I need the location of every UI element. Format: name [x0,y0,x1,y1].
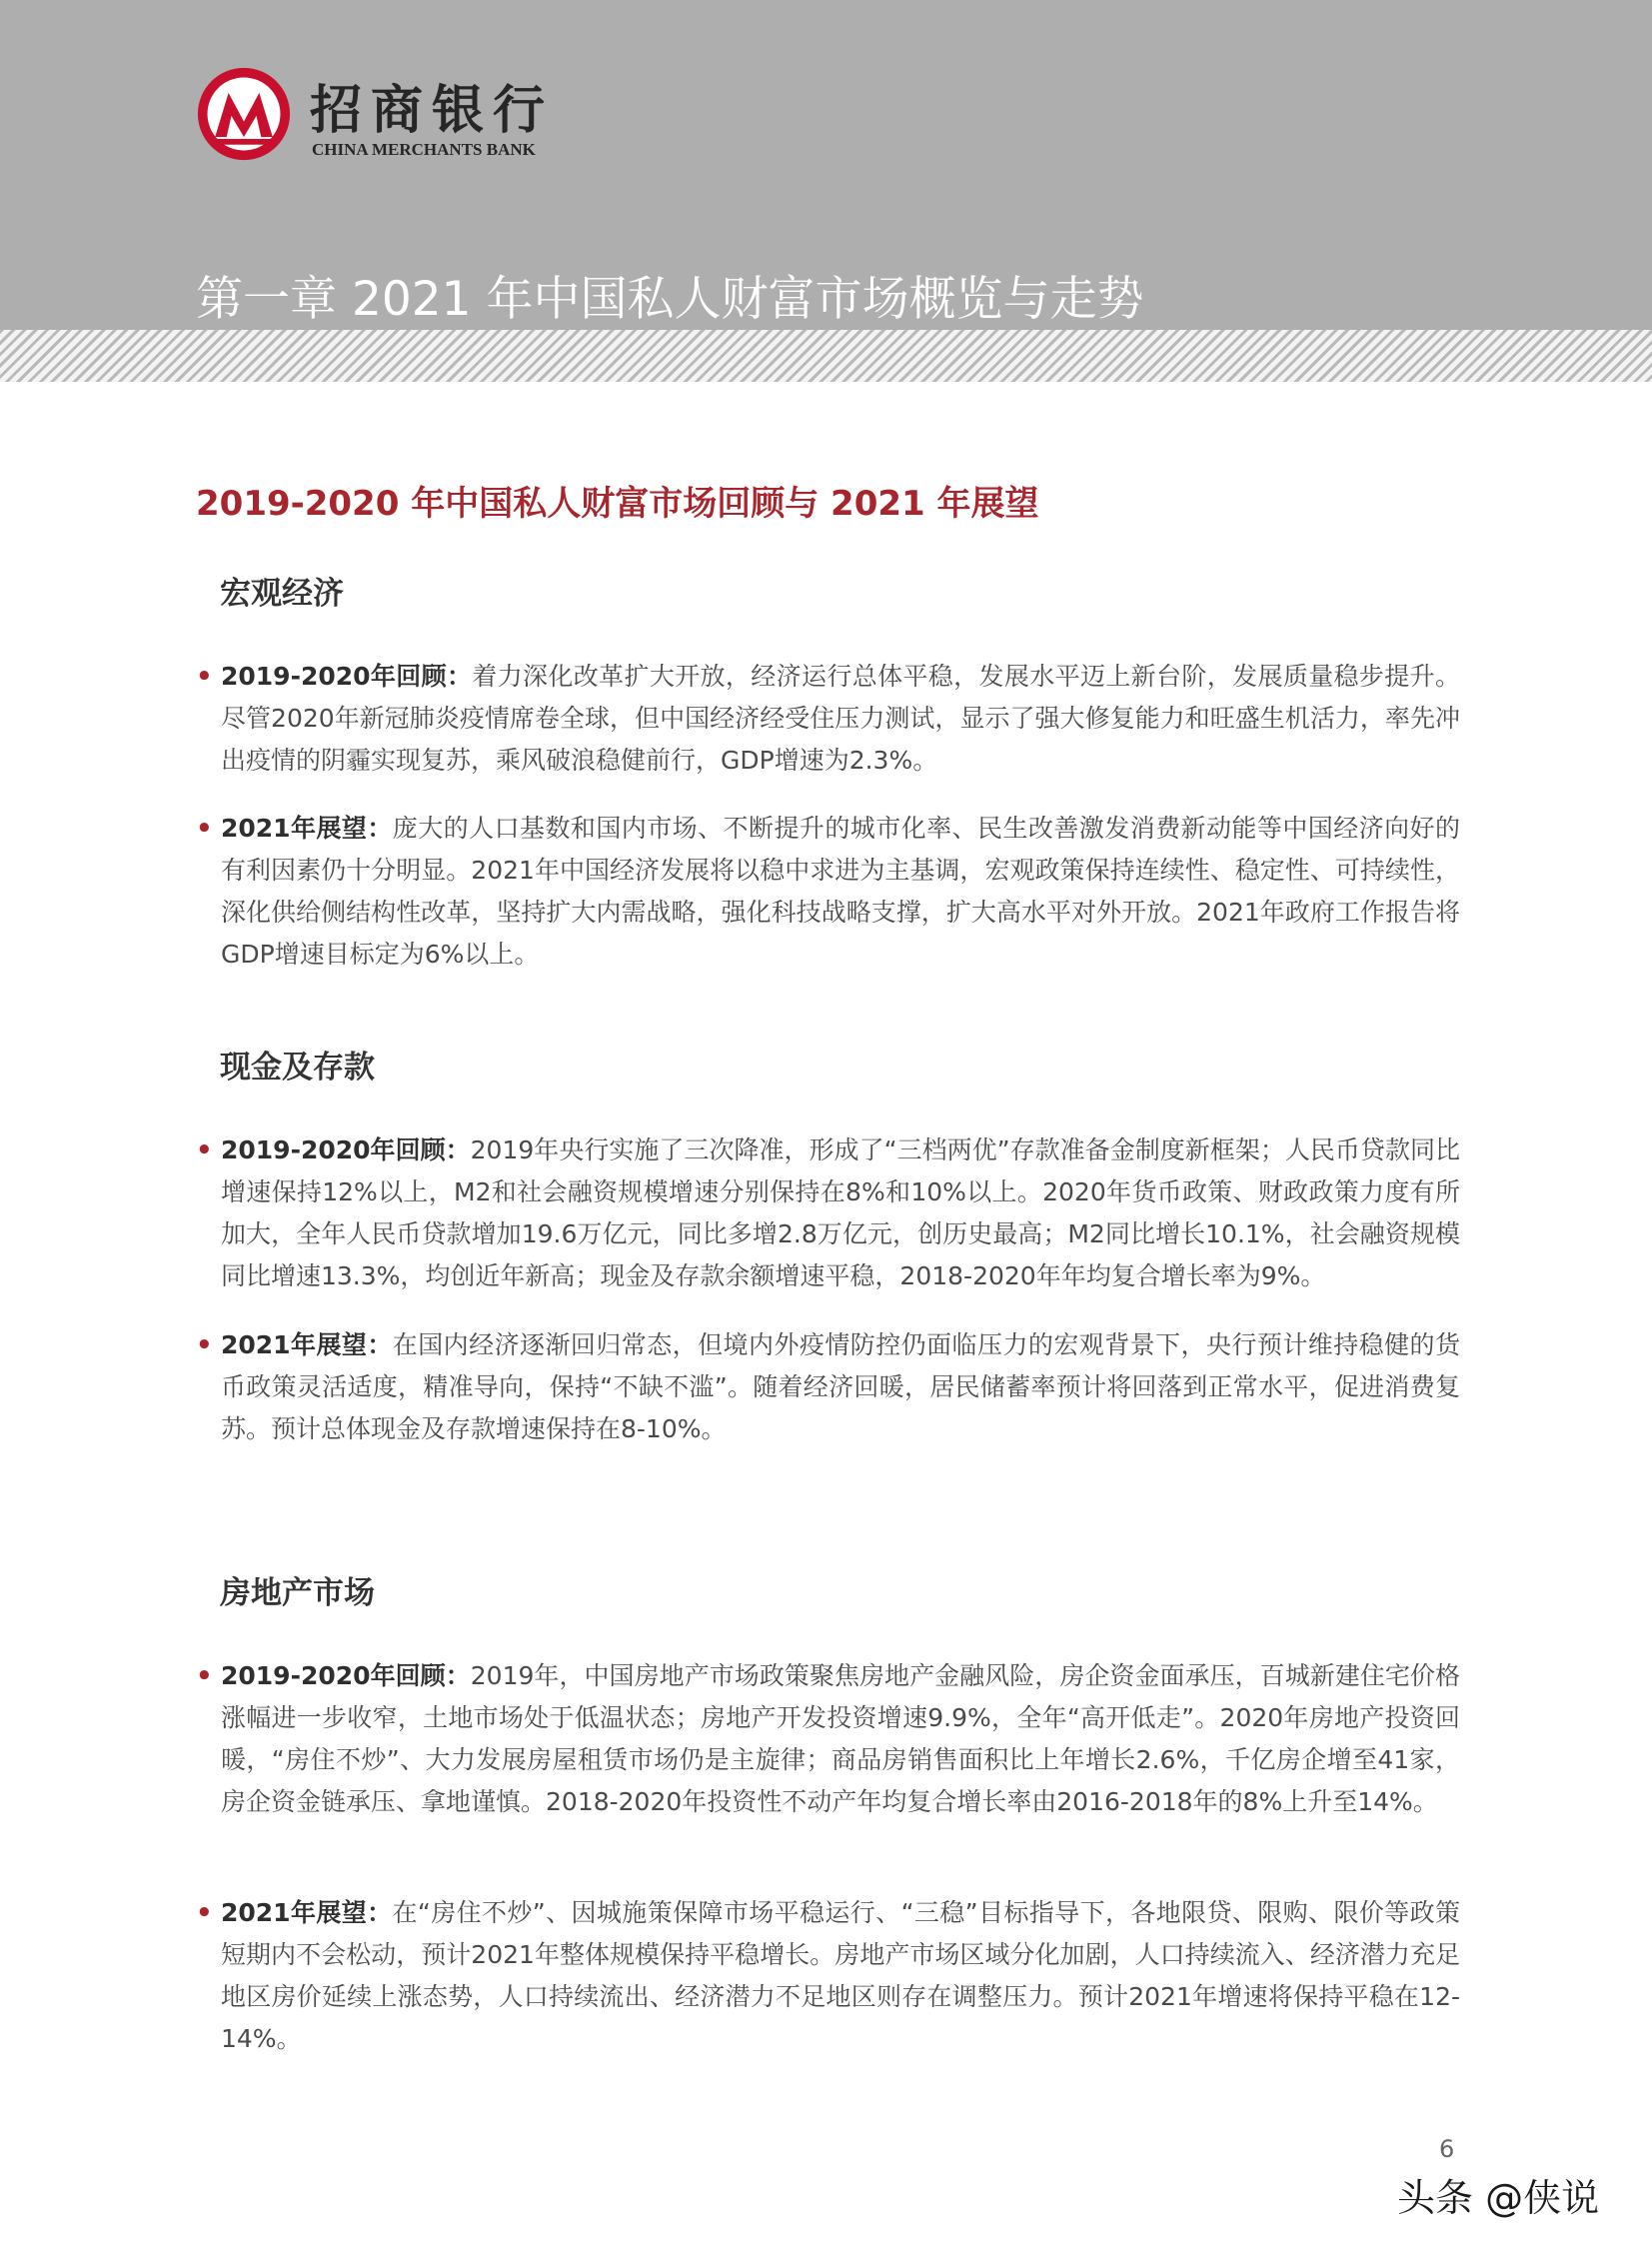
bullet-text [221,656,1460,782]
bullet-lead: 2021年展望： [221,1898,393,1927]
bullet-dot: • [196,662,213,692]
bullet-dot: • [196,1898,213,1928]
subsection-heading-cash: 现金及存款 [220,1050,375,1086]
logo-english-name: CHINA MERCHANTS BANK [312,140,536,159]
list-item [196,1129,1460,1297]
list-item [196,808,1460,976]
bullet-text [221,1892,1460,2060]
bullet-body: 庞大的人口基数和国内市场、不断提升的城市化率、民生改善激发消费新动能等中国经济向好的有利因素仍十分明显。2021年中国经济发展将以稳中求进为主基调，宏观政策保持连续性、稳定性、可持续性，深化供给侧结构性改革，坚持扩大内需战略，强化科技战略支撑，扩大高水平对外开放。2021年政府工作报告将GDP增速目标定为6%以上。 [221,814,1460,969]
section-title: 2019-2020 年中国私人财富市场回顾与 2021 年展望 [196,484,1039,524]
chapter-title: 第一章 2021 年中国私人财富市场概览与走势 [196,272,1144,327]
logo-chinese-name: 招商银行 [310,80,555,141]
bullet-text [221,1129,1460,1297]
list-item [196,1655,1460,1823]
bullet-body: 在国内经济逐渐回归常态，但境内外疫情防控仍面临压力的宏观背景下，央行预计维持稳健的货币政策灵活适度，精准导向，保持“不缺不滥”。随着经济回暖，居民储蓄率预计将回落到正常水平，促进消费复苏。预计总体现金及存款增速保持在8-10%。 [221,1330,1460,1443]
bullet-text [221,1655,1460,1823]
list-item [196,1324,1460,1450]
bullet-dot: • [196,1330,213,1360]
bullet-body: 2019年，中国房地产市场政策聚焦房地产金融风险，房企资金面承压，百城新建住宅价格涨幅进一步收窄，土地市场处于低温状态；房地产开发投资增速9.9%，全年“高开低走”。2020年房地产投资回暖，“房住不炒”、大力发展房屋租赁市场仍是主旋律；商品房销售面积比上年增长2.6%，千亿房企增至41家，房企资金链承压、拿地谨慎。2018-2020年投资性不动产年均复合增长率由2016-2018年的8%上升至14%。 [221,1661,1460,1816]
header-hatch-band [0,330,1652,382]
subsection-heading-real-estate: 房地产市场 [220,1575,375,1611]
bullet-body: 着力深化改革扩大开放，经济运行总体平稳，发展水平迈上新台阶，发展质量稳步提升。尽管2020年新冠肺炎疫情席卷全球，但中国经济经受住压力测试，显示了强大修复能力和旺盛生机活力，率先冲出疫情的阴霾实现复苏，乘风破浪稳健前行，GDP增速为2.3%。 [221,662,1460,775]
list-item [196,1892,1460,2060]
page-header [0,0,1652,330]
bullet-lead: 2019-2020年回顾： [221,1135,471,1164]
cmb-logo-icon [196,66,292,162]
bullet-lead: 2021年展望： [221,1330,393,1359]
bullet-body: 2019年央行实施了三次降准，形成了“三档两优”存款准备金制度新框架；人民币贷款同比增速保持12%以上，M2和社会融资规模增速分别保持在8%和10%以上。2020年货币政策、财政政策力度有所加大，全年人民币贷款增加19.6万亿元，同比多增2.8万亿元，创历史最高；M2同比增长10.1%，社会融资规模同比增速13.3%，均创近年新高；现金及存款余额增速平稳，2018-2020年年均复合增长率为9%。 [221,1135,1461,1290]
bullet-body: 在“房住不炒”、因城施策保障市场平稳运行、“三稳”目标指导下，各地限贷、限购、限价等政策短期内不会松动，预计2021年整体规模保持平稳增长。房地产市场区域分化加剧，人口持续流入、经济潜力充足地区房价延续上涨态势，人口持续流出、经济潜力不足地区则存在调整压力。预计2021年增速将保持平稳在12-14%。 [221,1898,1460,2053]
bullet-text [221,1324,1460,1450]
bullet-text [221,808,1460,976]
bullet-lead: 2019-2020年回顾： [221,662,473,691]
bullet-dot: • [196,1661,213,1691]
page-number: 6 [1439,2135,1455,2163]
bullet-lead: 2019-2020年回顾： [221,1661,471,1690]
bullet-dot: • [196,814,213,844]
bullet-lead: 2021年展望： [221,814,393,843]
subsection-heading-macro: 宏观经济 [220,576,344,612]
watermark: 头条 @侠说 [1397,2176,1600,2220]
list-item [196,656,1460,782]
bullet-dot: • [196,1135,213,1165]
